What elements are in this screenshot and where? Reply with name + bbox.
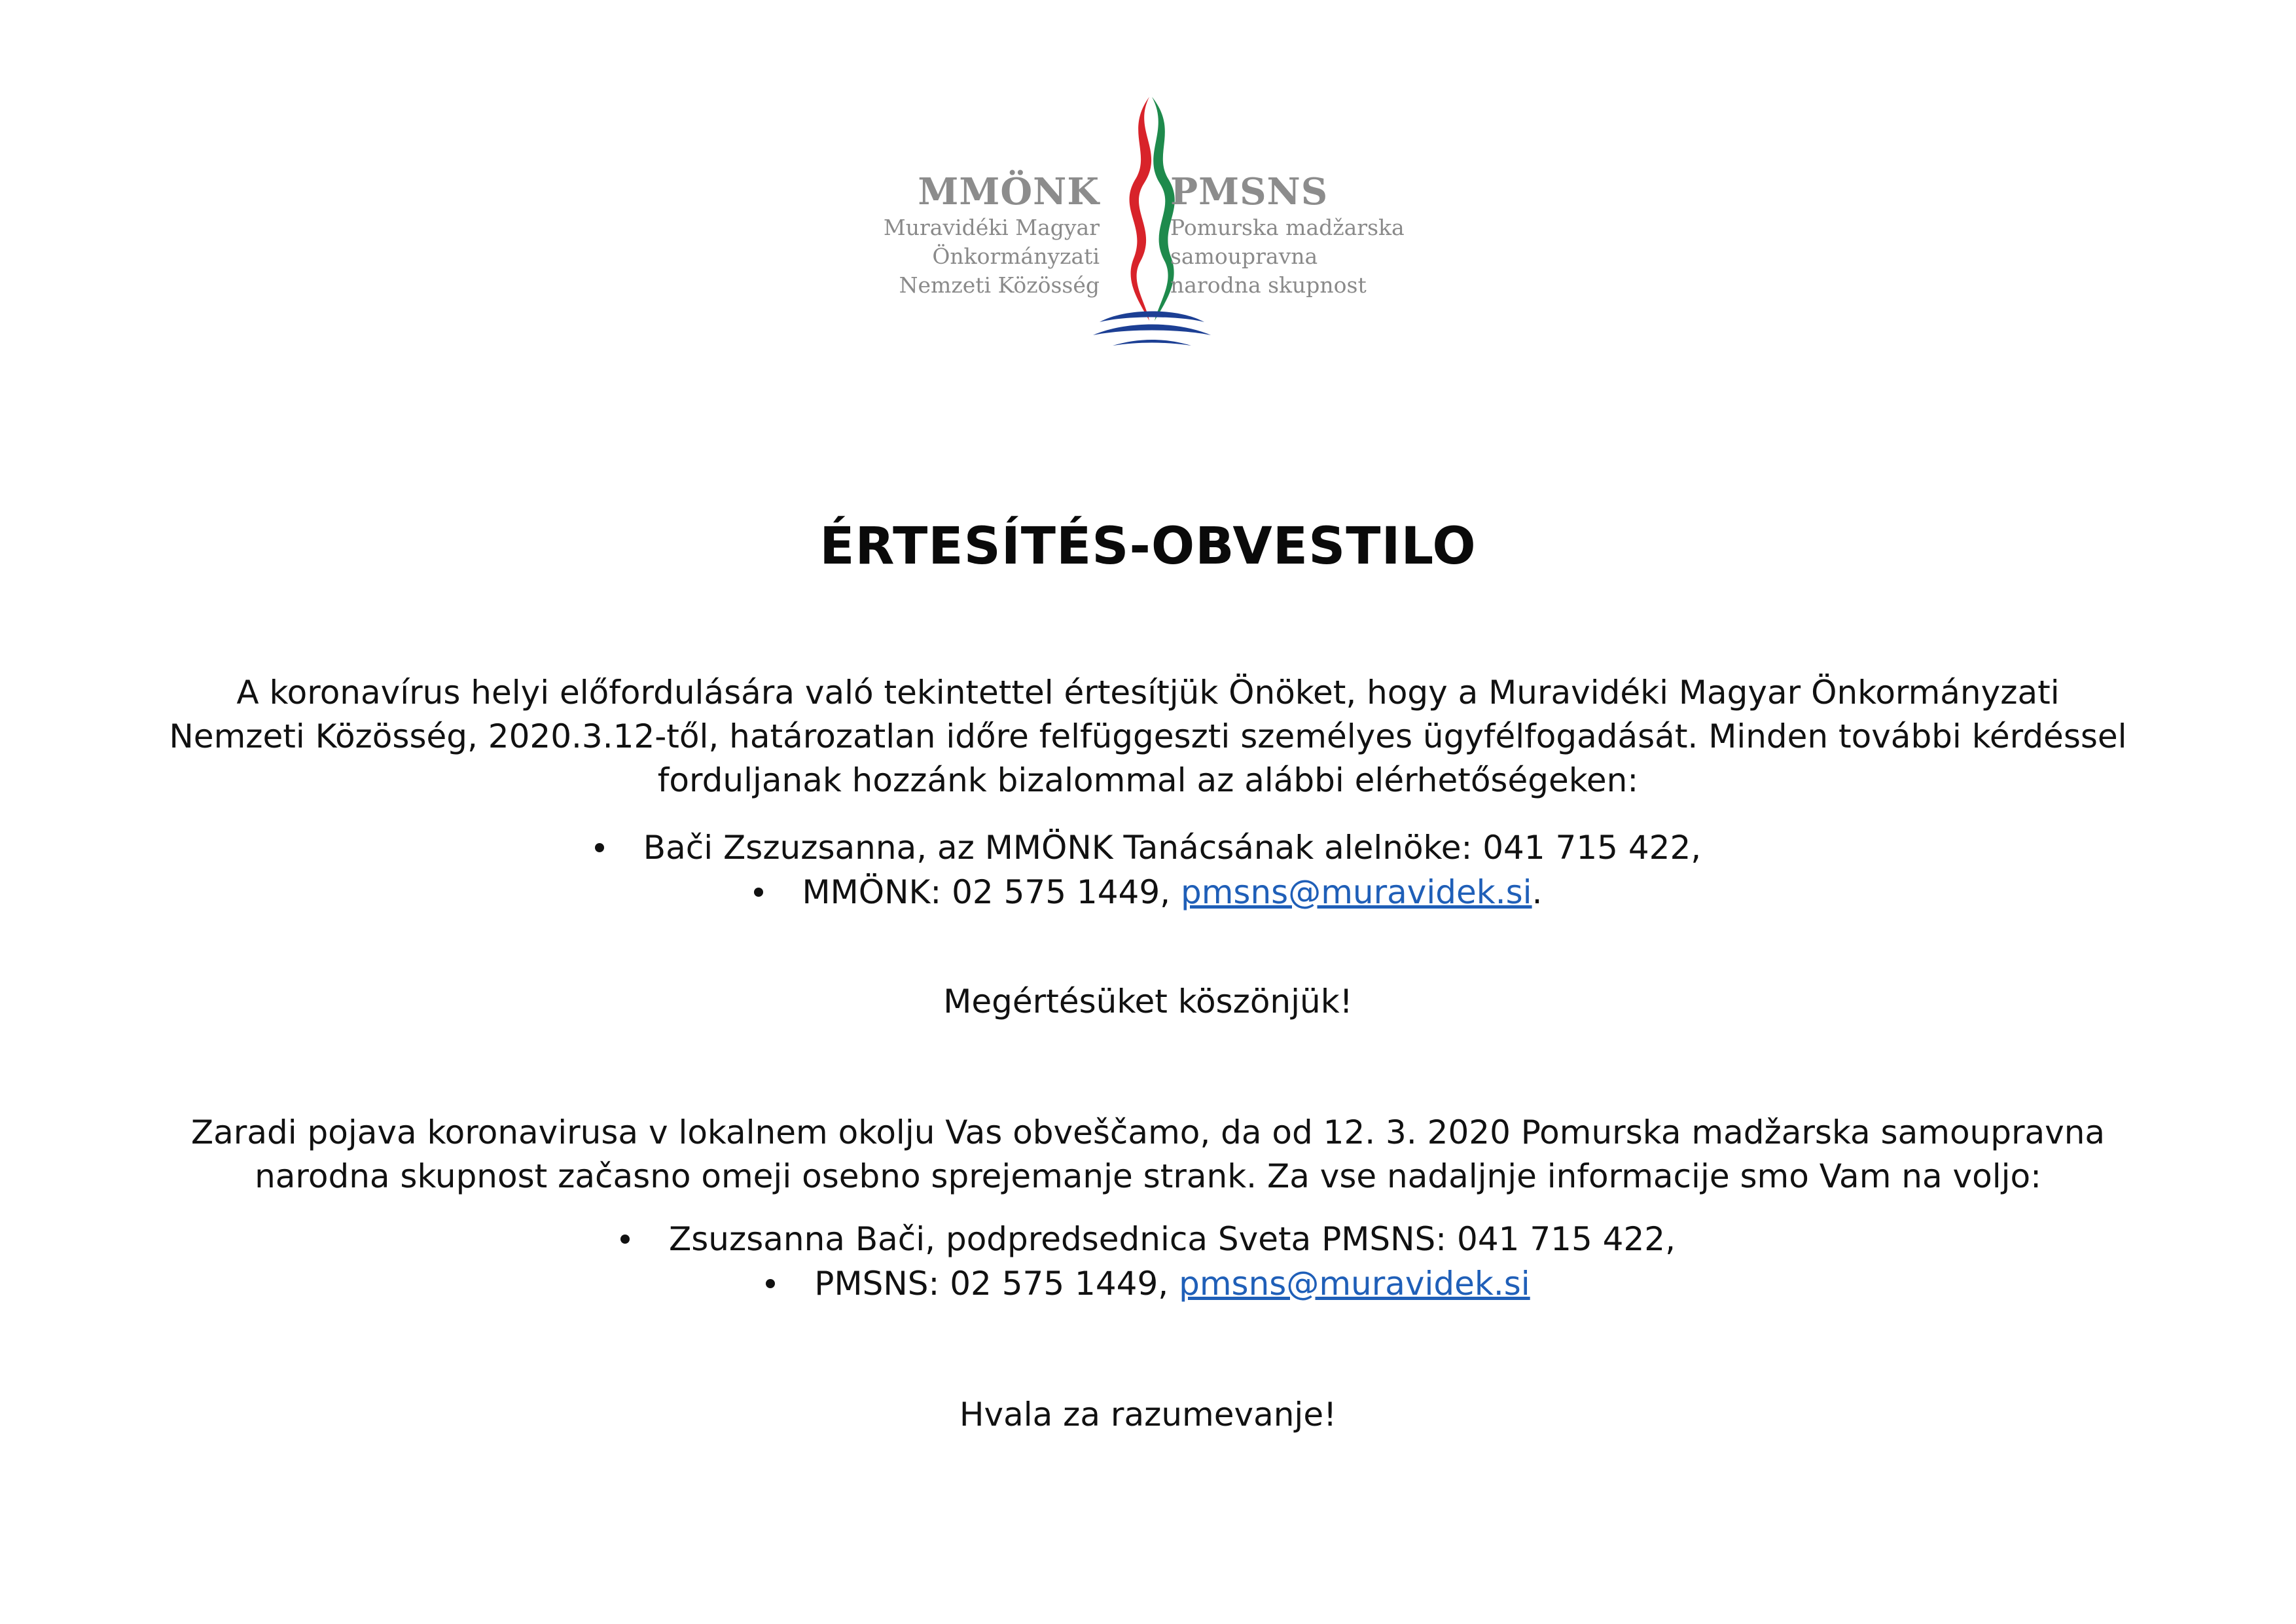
slovenian-email-link[interactable]: pmsns@muravidek.si [1179,1265,1530,1303]
hungarian-email-link[interactable]: pmsns@muravidek.si [1180,873,1532,911]
logo-right-text [1170,170,1405,300]
organization-logo [883,92,1407,353]
logo-left-text [884,170,1100,300]
logo-right-abbr: PMSNS [1170,170,1329,213]
hungarian-bullet-1-text: Bači Zszuzsanna, az MMÖNK Tanácsának alelnöke: 041 715 422, [643,829,1702,867]
logo-left-line-1: Muravidéki Magyar [883,215,1100,240]
slovenian-closing: Hvala za razumevanje! [959,1396,1337,1434]
slovenian-paragraph: Zaradi pojava koronavirusa v lokalnem okolju Vas obveščamo, da od 12. 3. 2020 Pomurska madžarska samoupravna narodna skupnost začasno omeji osebno sprejemanje strank. Za vse nadaljnje informacije smo Vam na voljo: [190,1113,2106,1195]
bullet-icon [595,843,604,852]
hungarian-bullet-2-suffix: . [1532,873,1543,911]
hungarian-bullet-2-text: MMÖNK: 02 575 1449, [802,873,1181,911]
logo-right-line-2: samoupravna [1170,244,1318,269]
hungarian-bullet-1 [0,826,2296,870]
slovenian-bullet-1 [0,1218,2296,1261]
logo-right-line-3: narodna skupnost [1170,272,1367,298]
bullet-icon [754,888,763,897]
hungarian-paragraph: A koronavírus helyi előfordulására való tekintettel értesítjük Önöket, hogy a Muravidéki Magyar Önkormányzati Nemzeti Közösség, 2020.3.12-től, határozatlan időre felfüggeszti személyes ügyfélfogadását. Minden további kérdéssel forduljanak hozzánk bizalommal az alábbi elérhetőségeken: [169,674,2127,799]
bullet-icon [620,1235,630,1244]
hungarian-bullet-2 [0,871,2296,914]
hungarian-closing: Megértésüket köszönjük! [943,983,1353,1020]
slovenian-bullet-2 [0,1262,2296,1306]
document-title: ÉRTESÍTÉS-OBVESTILO [819,517,1477,576]
logo-left-line-2: Önkormányzati [932,244,1100,269]
slovenian-bullet-1-text: Zsuzsanna Bači, podpredsednica Sveta PMSNS: 041 715 422, [669,1220,1676,1258]
logo-left-abbr: MMÖNK [918,170,1100,213]
logo-left-line-3: Nemzeti Közösség [899,272,1100,298]
slovenian-bullet-2-text: PMSNS: 02 575 1449, [814,1265,1179,1303]
bullet-icon [766,1279,775,1288]
logo-right-line-1: Pomurska madžarska [1170,215,1405,240]
